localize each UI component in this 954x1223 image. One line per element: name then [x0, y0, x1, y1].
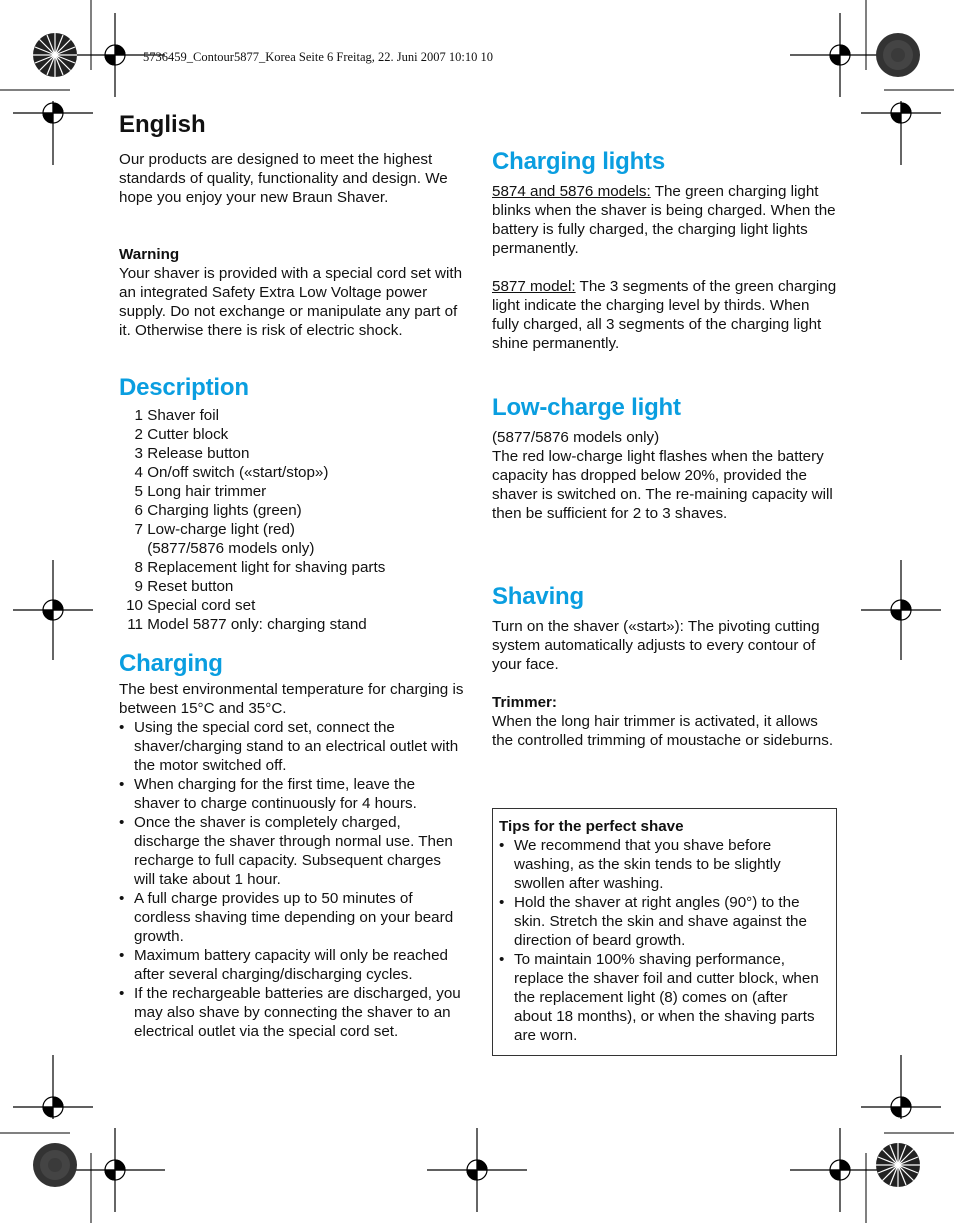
- description-item: [119, 444, 464, 463]
- charging-bullet-list: [119, 718, 464, 1041]
- low-charge-text: The red low-charge light flashes when the battery capacity has dropped below 20%, provided the shaver is switched on. The re-maining capacity will then be sufficient for 2 to 3 shaves.: [492, 448, 833, 522]
- registration-mark-icon: [13, 1055, 93, 1119]
- description-item-text: On/off switch («start/stop»): [147, 464, 329, 481]
- registration-mark-icon: [790, 13, 890, 97]
- model-5877-text: The 3 segments of the green charging light indicate the charging level by thirds. When fully charged, all 3 segments of the charging light shine permanently.: [492, 278, 837, 352]
- tips-bullet: • To maintain 100% shaving performance, replace the shaver foil and cutter block, when the replacement light (8) comes on (after about 18 months), or when the shaving parts are worn.: [499, 950, 828, 1045]
- description-item-number: 2: [134, 426, 143, 443]
- warning-title: Warning: [119, 246, 180, 263]
- description-item: [119, 520, 464, 539]
- tips-bullet: • We recommend that you shave before washing, as the skin tends to be slightly swollen after washing.: [499, 836, 828, 893]
- charging-lights-heading: Charging lights: [492, 148, 665, 175]
- charging-lights-section: [492, 182, 837, 353]
- registration-mark-icon: [861, 1055, 941, 1119]
- registration-mark-icon: [790, 1128, 890, 1212]
- file-header: 5736459_Contour5877_Korea Seite 6 Freitag, 22. Juni 2007 10:10 10: [143, 50, 493, 64]
- description-item-text: Long hair trimmer: [147, 483, 267, 500]
- description-item-number: 10: [126, 597, 143, 614]
- shaving-text: Turn on the shaver («start»): The pivoting cutting system automatically adjusts to every contour of your face.: [492, 618, 820, 673]
- description-item-text: Release button: [147, 445, 250, 462]
- registration-mark-icon: [861, 101, 941, 165]
- intro-paragraph: [119, 150, 464, 207]
- description-item-text: Special cord set: [147, 597, 256, 614]
- description-item: [119, 463, 464, 482]
- tips-bullet: • Hold the shaver at right angles (90°) to the skin. Stretch the skin and shave against the direction of beard growth.: [499, 893, 828, 950]
- tips-box: [492, 808, 837, 1056]
- description-item-number: 7: [134, 521, 143, 538]
- description-item: [119, 615, 464, 634]
- trimmer-title: Trimmer:: [492, 694, 557, 711]
- description-item-text: Shaver foil: [147, 407, 219, 424]
- description-item: [119, 558, 464, 577]
- description-item-number: 11: [127, 616, 143, 633]
- warning-section: [119, 245, 464, 340]
- density-circle-icon: [33, 1143, 77, 1187]
- description-item-text: Replacement light for shaving parts: [147, 559, 386, 576]
- registration-mark-icon: [427, 1128, 527, 1212]
- description-item-number: 6: [134, 502, 143, 519]
- charging-section: [119, 680, 464, 1041]
- registration-mark-icon: [65, 1128, 165, 1212]
- charging-bullet: • When charging for the first time, leave the shaver to charge continuously for 4 hours.: [119, 775, 464, 813]
- description-item-number: 8: [134, 559, 143, 576]
- low-charge-section: [492, 428, 837, 523]
- shaving-heading: Shaving: [492, 583, 584, 610]
- description-item-text: Low-charge light (red): [147, 521, 295, 538]
- description-item-number: 1: [134, 407, 143, 424]
- low-charge-note: (5877/5876 models only): [492, 429, 660, 446]
- tips-title: Tips for the perfect shave: [499, 818, 684, 835]
- tips-bullet-list: [499, 836, 828, 1045]
- model-5877-label: 5877 model:: [492, 278, 576, 295]
- description-item-text: Model 5877 only: charging stand: [147, 616, 367, 633]
- low-charge-heading: Low-charge light: [492, 394, 681, 421]
- description-list: [119, 406, 464, 634]
- description-item: [119, 596, 464, 615]
- density-circle-icon: [876, 33, 920, 77]
- starburst-mark-icon: [33, 33, 77, 77]
- description-item: [119, 425, 464, 444]
- description-item-text: Cutter block: [147, 426, 229, 443]
- charging-bullet: • Maximum battery capacity will only be reached after several charging/discharging cycles.: [119, 946, 464, 984]
- description-item-number: 5: [134, 483, 143, 500]
- description-item-text: Reset button: [147, 578, 234, 595]
- charging-lights-para1: [492, 182, 837, 258]
- description-item-text: Charging lights (green): [147, 502, 302, 519]
- description-item-text: (5877/5876 models only): [147, 540, 315, 557]
- registration-mark-icon: [13, 560, 93, 660]
- charging-intro: The best environmental temperature for charging is between 15°C and 35°C.: [119, 681, 464, 717]
- description-item-number: 9: [134, 578, 143, 595]
- trimmer-text: When the long hair trimmer is activated, it allows the controlled trimming of moustache or sideburns.: [492, 713, 834, 749]
- description-item-number: 4: [134, 464, 143, 481]
- models-5874-5876-text: The green charging light blinks when the shaver is being charged. When the battery is fully charged, the charging light lights permanently.: [492, 183, 836, 257]
- shaving-section: [492, 617, 837, 750]
- charging-bullet: • Once the shaver is completely charged, discharge the shaver through normal use. Then recharge to full capacity. Subsequent charges will take about 1 hour.: [119, 813, 464, 889]
- warning-text: Your shaver is provided with a special cord set with an integrated Safety Extra Low Voltage power supply. Do not exchange or manipulate any part of it. Otherwise there is risk of electric shock.: [119, 265, 463, 339]
- charging-heading: Charging: [119, 650, 223, 677]
- description-item-number: [119, 539, 143, 558]
- charging-bullet: • A full charge provides up to 50 minutes of cordless shaving time depending on your beard growth.: [119, 889, 464, 946]
- description-item: [119, 577, 464, 596]
- charging-bullet: • Using the special cord set, connect the shaver/charging stand to an electrical outlet with the motor switched off.: [119, 718, 464, 775]
- page-title: English: [119, 111, 206, 138]
- description-item: [119, 482, 464, 501]
- description-item: [119, 501, 464, 520]
- registration-mark-icon: [13, 101, 93, 165]
- intro-text: Our products are designed to meet the highest standards of quality, functionality and design. We hope you enjoy your new Braun Shaver.: [119, 151, 448, 206]
- description-item-number: 3: [134, 445, 143, 462]
- charging-bullet: • If the rechargeable batteries are discharged, you may also shave by connecting the shaver to an electrical outlet via the special cord set.: [119, 984, 464, 1041]
- models-5874-5876-label: 5874 and 5876 models:: [492, 183, 651, 200]
- description-item: [119, 406, 464, 425]
- description-item: [119, 539, 464, 558]
- description-heading: Description: [119, 374, 249, 401]
- charging-lights-para2: [492, 277, 837, 353]
- registration-mark-icon: [861, 560, 941, 660]
- starburst-mark-icon: [876, 1143, 920, 1187]
